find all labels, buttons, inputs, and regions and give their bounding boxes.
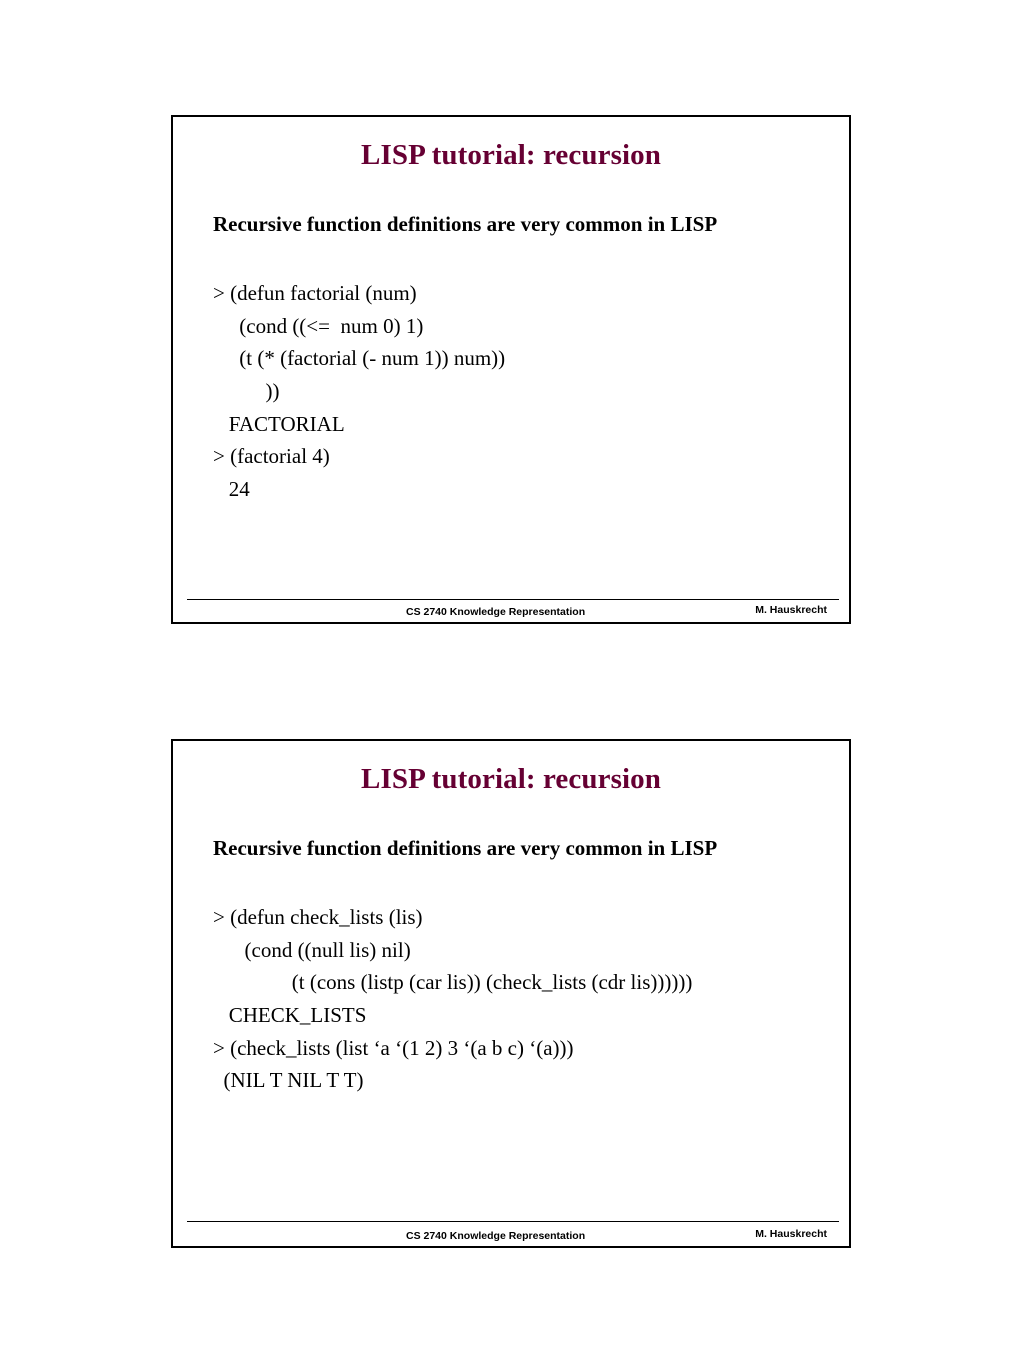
code-line: 24 — [213, 477, 250, 502]
code-line: FACTORIAL — [213, 411, 345, 436]
slide-subtitle: Recursive function definitions are very common in LISP — [213, 212, 718, 236]
code-line: (cond ((null lis) nil) — [213, 937, 411, 962]
footer-course: CS 2740 Knowledge Representation — [406, 1230, 586, 1242]
slide-subtitle: Recursive function definitions are very common in LISP — [213, 836, 718, 860]
slide-title: LISP tutorial: recursion — [361, 763, 661, 795]
footer-author: M. Hauskrecht — [755, 604, 827, 616]
code-line: > (check_lists (list ‘a ‘(1 2) 3 ‘(a b c) ‘(a))) — [213, 1035, 574, 1060]
code-line: )) — [213, 379, 280, 404]
code-line: > (factorial 4) — [213, 444, 330, 469]
code-block — [213, 901, 692, 1097]
slide-title: LISP tutorial: recursion — [361, 139, 661, 171]
footer-course: CS 2740 Knowledge Representation — [406, 606, 586, 618]
code-line: (NIL T NIL T T) — [213, 1068, 364, 1093]
code-line: (t (* (factorial (- num 1)) num)) — [213, 346, 506, 371]
code-line: CHECK_LISTS — [213, 1003, 367, 1028]
slide-1 — [171, 115, 851, 624]
code-line: > (defun factorial (num) — [213, 281, 417, 305]
footer-divider — [187, 599, 839, 600]
slide-2 — [171, 739, 851, 1248]
code-block — [213, 277, 505, 506]
code-line: (t (cons (listp (car lis)) (check_lists (cdr lis)))))) — [213, 970, 693, 995]
footer-divider — [187, 1221, 839, 1222]
code-line: (cond ((<= num 0) 1) — [213, 313, 424, 338]
footer-author: M. Hauskrecht — [755, 1228, 827, 1240]
code-line: > (defun check_lists (lis) — [213, 905, 423, 929]
